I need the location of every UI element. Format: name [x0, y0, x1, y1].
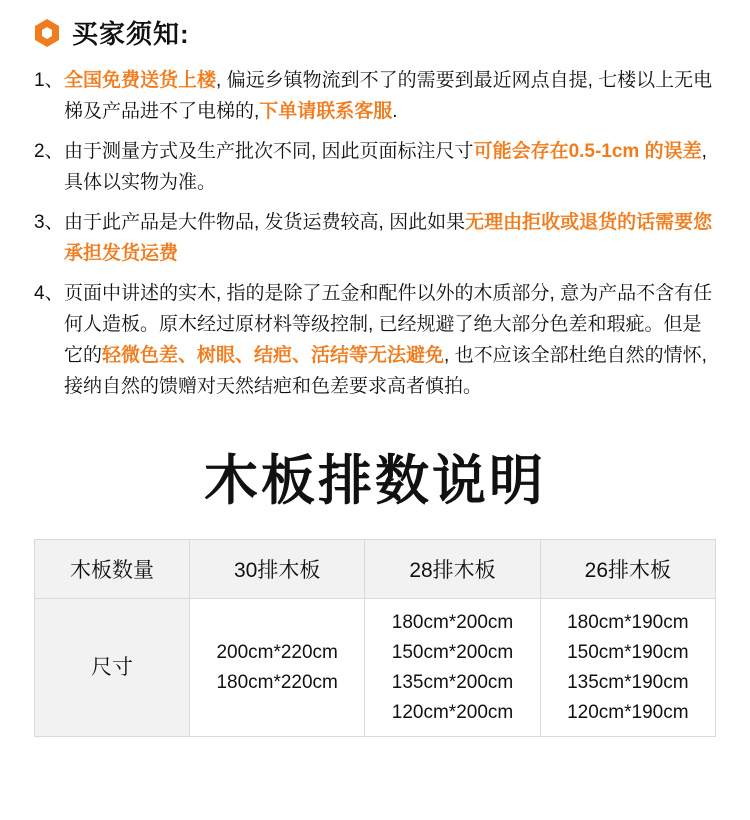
table-cell-line: 135cm*190cm — [567, 671, 689, 693]
table-header-cell: 28排木板 — [365, 540, 540, 599]
list-item-body — [64, 65, 716, 127]
list-item-segment: 由于测量方式及生产批次不同, 因此页面标注尺寸 — [64, 141, 474, 162]
list-item-body — [64, 136, 716, 198]
section-title: 木板排数说明 — [204, 451, 546, 511]
list-item-segment: 下单请联系客服 — [259, 101, 393, 122]
table-header-cell: 30排木板 — [190, 540, 365, 599]
page-title: 买家须知: — [72, 19, 190, 49]
list-item-segment: , 具体以实物为准。 — [64, 141, 707, 193]
table-header-cell: 26排木板 — [540, 540, 715, 599]
table-header-cell: 木板数量 — [35, 540, 190, 599]
table-cell-line: 200cm*220cm — [216, 641, 338, 663]
list-item-number: 2、 — [34, 141, 64, 162]
list-item — [34, 278, 716, 402]
list-item-number: 1、 — [34, 70, 64, 91]
table-cell-line: 180cm*220cm — [216, 671, 338, 693]
list-item-segment: . — [392, 101, 398, 122]
table-cell-line: 180cm*200cm — [391, 611, 514, 633]
notice-header — [34, 0, 716, 51]
table-cell — [540, 599, 715, 737]
list-item-segment: 无理由拒收或退货的话需要您承担发货运费 — [64, 212, 713, 264]
list-item-segment: 全国免费送货上楼 — [64, 70, 217, 91]
list-item-segment: 轻微色差、树眼、结疤、活结等无法避免 — [102, 345, 445, 366]
table-cell-line: 135cm*200cm — [391, 671, 514, 693]
list-item-segment: 可能会存在0.5-1cm 的误差 — [473, 141, 702, 162]
table-row — [35, 599, 716, 737]
table-cell-line: 120cm*190cm — [567, 701, 689, 723]
list-item-number: 4、 — [34, 283, 64, 304]
list-item-segment: 由于此产品是大件物品, 发货运费较高, 因此如果 — [64, 212, 466, 233]
hexagon-bullet-icon — [34, 19, 60, 47]
notice-list — [34, 65, 716, 402]
list-item-segment: 页面中讲述的实木, 指的是除了五金和配件以外的木质部分, 意为产品不含有任何人造板。原木经过原材料等级控制, 已经规避了绝大部分色差和瑕疵。但是它的 — [64, 283, 713, 366]
table-cell-line: 180cm*190cm — [567, 611, 689, 633]
table-header-row — [35, 540, 716, 599]
table-cell-line: 120cm*200cm — [391, 701, 514, 723]
list-item — [34, 207, 716, 269]
table-cell-line: 150cm*200cm — [391, 641, 514, 663]
table-cell — [365, 599, 540, 737]
table-row-label: 尺寸 — [35, 599, 190, 737]
list-item-body — [64, 278, 716, 402]
list-item-segment: , 也不应该全部杜绝自然的情怀, 接纳自然的馈赠对天然结疤和色差要求高者慎拍。 — [64, 345, 707, 397]
list-item-segment: , 偏远乡镇物流到不了的需要到最近网点自提, 七楼以上无电梯及产品进不了电梯的, — [64, 70, 713, 122]
list-item — [34, 65, 716, 127]
board-row-table — [34, 539, 716, 737]
table-cell-line: 150cm*190cm — [567, 641, 689, 663]
list-item-number: 3、 — [34, 212, 64, 233]
table-cell — [190, 599, 365, 737]
list-item — [34, 136, 716, 198]
list-item-body — [64, 207, 716, 269]
